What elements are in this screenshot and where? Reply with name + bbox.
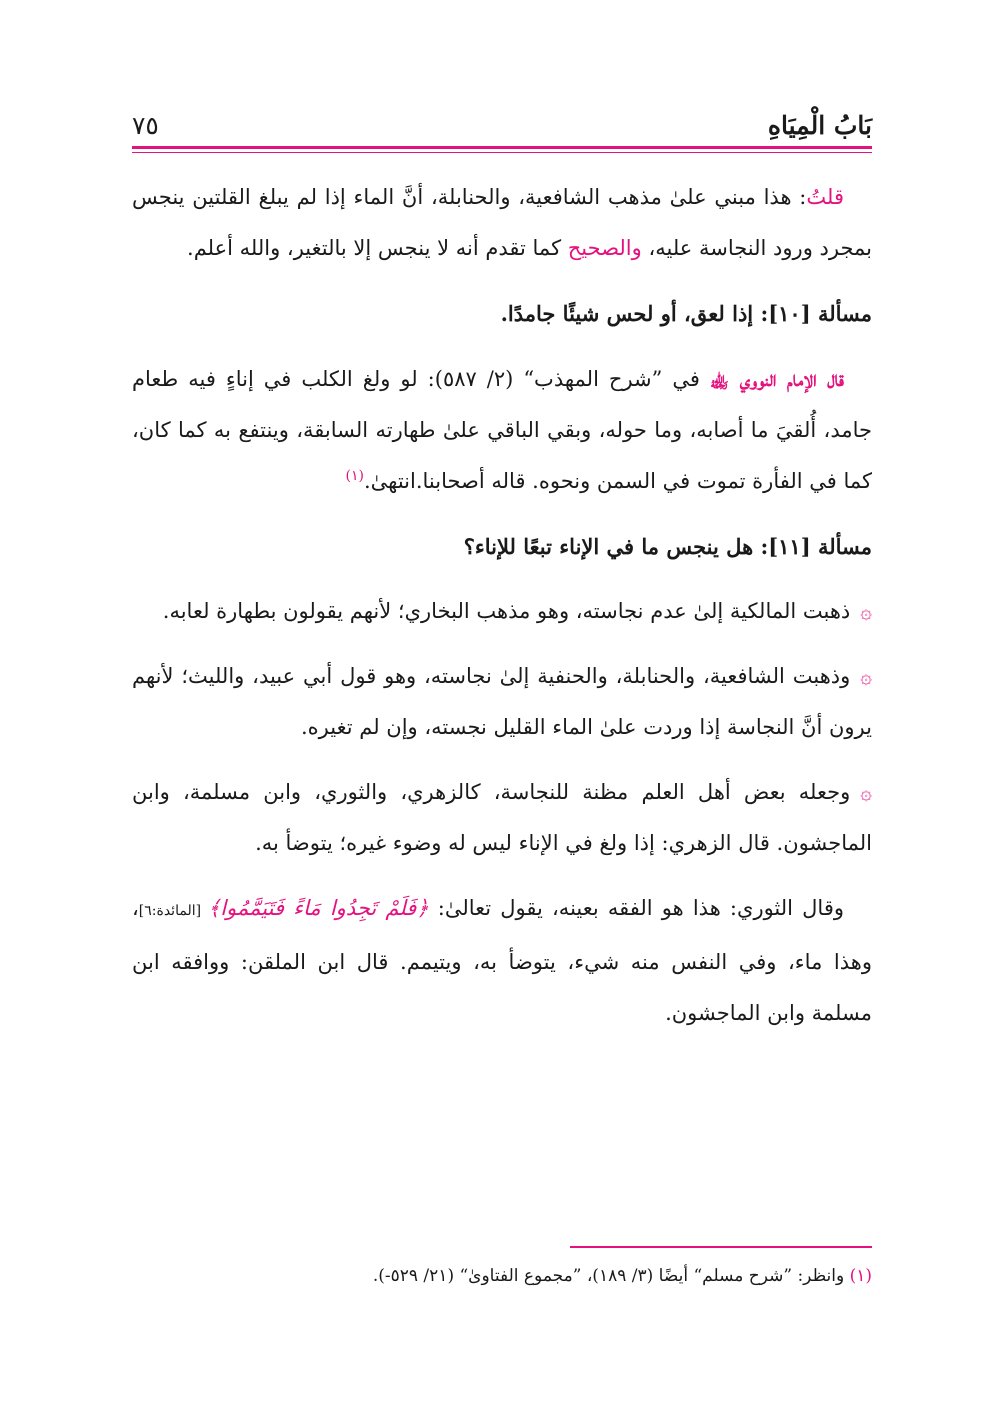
qultu-lead: قلتُ — [806, 185, 844, 209]
paragraph-nawawi: قال الإمام النووي ﵀ في ”شرح المهذب“ (٢/ ٥٨٧): لو ولغ الكلب في إناءٍ فيه طعام جامد، أُلقيَ ما أصابه، وما حوله، وبقي الباقي علىٰ طهارته السابقة، وينتفع به كما كان، كما في الفأرة تموت في السمن ونحوه. قاله أصحابنا.انتهىٰ.$^{(١)}$ — [132, 366, 872, 493]
star-icon: ۞ — [860, 780, 872, 804]
footnote-ref: (١) — [345, 468, 364, 484]
footnote: (١) وانظر: ”شرح مسلم“ أيضًا (٣/ ١٨٩)، ”مجموع الفتاوىٰ“ (٢١/ ٥٢٩-). — [372, 1266, 872, 1286]
bullet-malikiyya: ۞ذهبت المالكية إلىٰ عدم نجاسته، وهو مذهب البخاري؛ لأنهم يقولون بطهارة لعابه. — [162, 599, 872, 623]
main-text — [132, 172, 872, 1053]
issue-10-heading: مسألة [١٠]: إذا لعق، أو لحس شيئًا جامدًا. — [500, 301, 872, 326]
bullet-zuhri: ۞وجعله بعض أهل العلم مظنة للنجاسة، كالزهري، والثوري، وابن مسلمة، وابن الماجشون. قال الزهري: إذا ولغ في الإناء ليس له وضوء غيره؛ يتوضأ به. — [132, 780, 872, 855]
quran-reference: [المائدة:٦] — [138, 903, 208, 919]
nawawi-lead: قال الإمام النووي ﵀ — [709, 366, 844, 391]
header-rule-thin — [132, 152, 872, 153]
paragraph-thawri: وقال الثوري: هذا هو الفقه بعينه، يقول تعالىٰ: ﴿فَلَمْ تَجِدُوا مَاءً فَتَيَمَّمُوا﴾ [المائدة:٦]، وهذا ماء، وفي النفس منه شيء، يتوضأ به، ويتيمم. قال ابن الملقن: ووافقه ابن مسلمة وابن الماجشون. — [132, 896, 872, 1025]
sahih-term: والصحيح — [567, 236, 642, 260]
footnote-separator — [570, 1246, 872, 1248]
page-header — [132, 100, 872, 140]
footnote-marker: (١) — [849, 1266, 872, 1286]
star-icon: ۞ — [860, 664, 872, 688]
issue-11-heading: مسألة [١١]: هل ينجس ما في الإناء تبعًا للإناء؟ — [463, 534, 872, 559]
bullet-shafiiyya: ۞وذهبت الشافعية، والحنابلة، والحنفية إلىٰ نجاسته، وهو قول أبي عبيد، والليث؛ لأنهم يرون أنَّ النجاسة إذا وردت علىٰ الماء القليل نجسته، وإن لم تغيره. — [132, 664, 872, 739]
header-rule-thick — [132, 146, 872, 149]
page-number: ٧٥ — [132, 111, 159, 140]
chapter-title: بَابُ الْمِيَاهِ — [767, 111, 872, 140]
quran-verse: ﴿فَلَمْ تَجِدُوا مَاءً فَتَيَمَّمُوا﴾ — [208, 896, 429, 920]
star-icon: ۞ — [860, 599, 872, 623]
paragraph-qultu: قلتُ: هذا مبني علىٰ مذهب الشافعية، والحنابلة، أنَّ الماء إذا لم يبلغ القلتين ينجس بمجرد ورود النجاسة عليه، والصحيح كما تقدم أنه لا ينجس إلا بالتغير، والله أعلم. — [132, 185, 872, 260]
